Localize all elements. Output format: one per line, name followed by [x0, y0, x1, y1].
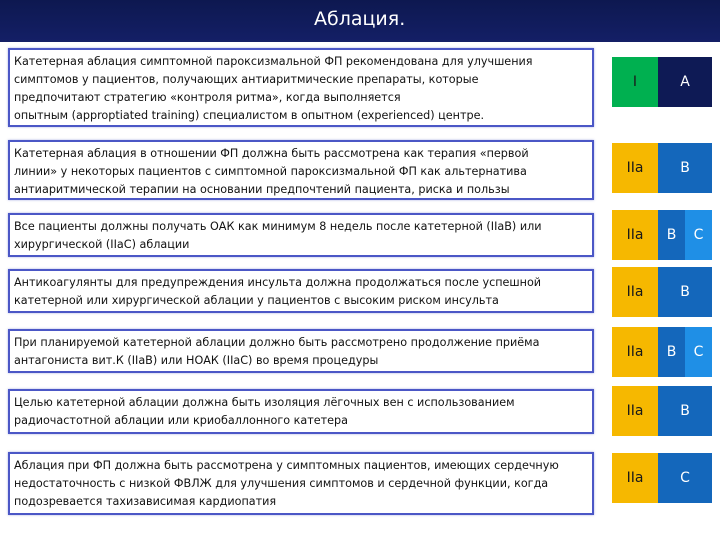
evidence-badge-5: [612, 327, 712, 377]
evidence-badge-3: [612, 210, 712, 260]
level-badge-6: B: [658, 386, 712, 436]
recommendation-2-line-3: антиаритмической терапии на основании предпочтений пациента, риска и пользы: [14, 183, 510, 196]
recommendation-3-line-2: хирургической (IIaC) аблации: [14, 238, 190, 251]
recommendation-7-line-1: Аблация при ФП должна быть рассмотрена у симптомных пациентов, имеющих сердечную: [14, 459, 559, 472]
level-badge-4: B: [658, 267, 712, 317]
level-badge-3-b: B: [658, 210, 685, 260]
recommendation-2-line-1: Катетерная аблация в отношении ФП должна быть рассмотрена как терапия «первой: [14, 147, 529, 160]
recommendation-1-line-4: опытным (approptiated training) специалистом в опытном (experienced) центре.: [14, 109, 485, 122]
evidence-badge-7: [612, 453, 712, 503]
level-badge-3-c: C: [685, 210, 712, 260]
recommendation-1-line-1: Катетерная аблация симптомной пароксизмальной ФП рекомендована для улучшения: [14, 55, 533, 68]
class-badge-1: I: [612, 57, 658, 107]
evidence-badge-4: [612, 267, 712, 317]
recommendation-7: [8, 452, 594, 515]
recommendation-2-line-2: линии» у некоторых пациентов с симптомной пароксизмальной ФП как альтернатива: [14, 165, 527, 178]
recommendation-1-line-3: предпочитают стратегию «контроля ритма», когда выполняется: [14, 91, 401, 104]
recommendation-1-line-2: симптомов у пациентов, получающих антиаритмические препараты, которые: [14, 73, 479, 86]
recommendation-4-line-1: Антикоагулянты для предупреждения инсульта должна продолжаться после успешной: [14, 276, 542, 289]
level-badge-7: C: [658, 453, 712, 503]
recommendation-3-line-1: Все пациенты должны получать ОАК как минимум 8 недель после катетерной (IIaB) или: [14, 220, 542, 233]
recommendation-7-line-3: подозревается тахизависимая кардиопатия: [14, 495, 277, 508]
recommendation-4: [8, 269, 594, 313]
class-badge-5: IIa: [612, 327, 658, 377]
class-badge-3: IIa: [612, 210, 658, 260]
recommendation-3: [8, 213, 594, 257]
level-badge-5-b: B: [658, 327, 685, 377]
evidence-badge-1: [612, 57, 712, 107]
level-badge-5-c: C: [685, 327, 712, 377]
level-badge-1: A: [658, 57, 712, 107]
recommendation-6-line-1: Целью катетерной аблации должна быть изоляция лёгочных вен с использованием: [14, 396, 515, 409]
recommendation-6-line-2: радиочастотной аблации или криобаллонного катетера: [14, 414, 349, 427]
recommendation-7-line-2: недостаточность с низкой ФВЛЖ для улучшения симптомов и сердечной функции, когда: [14, 477, 549, 490]
recommendation-6: [8, 389, 594, 434]
recommendation-1: [8, 48, 594, 127]
recommendation-4-line-2: катетерной или хирургической аблации у пациентов с высоким риском инсульта: [14, 294, 499, 307]
slide-header: [0, 0, 720, 42]
recommendation-5-line-2: антагониста вит.К (IIaB) или НОАК (IIaC) во время процедуры: [14, 354, 379, 367]
recommendation-5-line-1: При планируемой катетерной аблации должно быть рассмотрено продолжение приёма: [14, 336, 540, 349]
evidence-badge-6: [612, 386, 712, 436]
slide-title: Аблация.: [314, 8, 406, 30]
class-badge-2: IIa: [612, 143, 658, 193]
recommendation-2: [8, 140, 594, 200]
level-badge-2: B: [658, 143, 712, 193]
class-badge-4: IIa: [612, 267, 658, 317]
evidence-badge-2: [612, 143, 712, 193]
class-badge-7: IIa: [612, 453, 658, 503]
class-badge-6: IIa: [612, 386, 658, 436]
recommendation-5: [8, 329, 594, 373]
